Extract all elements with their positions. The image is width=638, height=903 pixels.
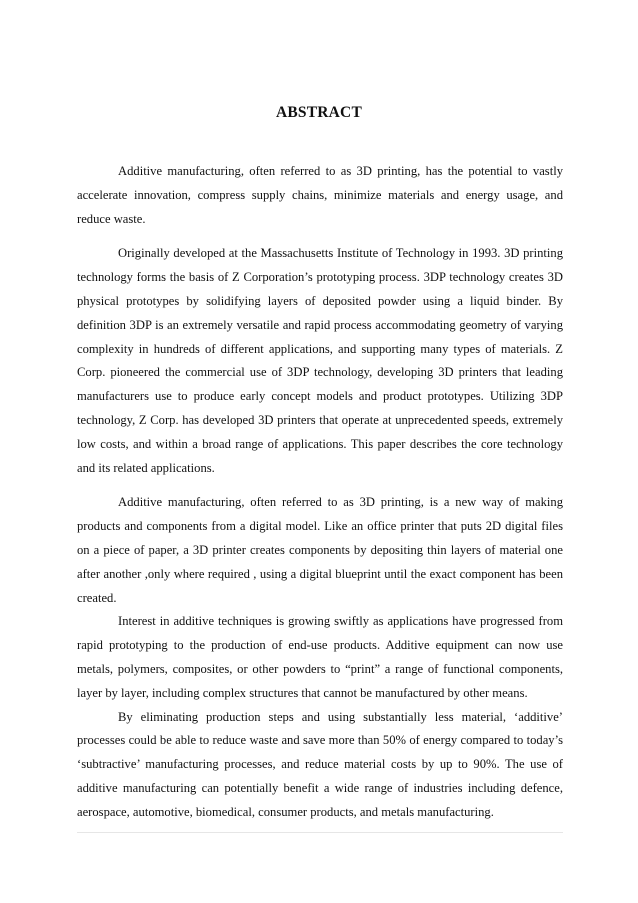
paragraph: Additive manufacturing, often referred to as 3D printing, is a new way of making products and components from a digital model. Like an office printer that puts 2D digital files on a piece of paper, a 3D printer creates components by depositing thin layers of material one after another ,only where required , using a digital blueprint until the exact component has been created. [77,495,563,605]
abstract-body [77,160,563,825]
paragraph: Originally developed at the Massachusetts Institute of Technology in 1993. 3D printing technology forms the basis of Z Corporation’s prototyping process. 3DP technology creates 3D physical prototypes by solidifying layers of deposited powder using a liquid binder. By definition 3DP is an extremely versatile and rapid process accommodating geometry of varying complexity in hundreds of different applications, and supporting many types of materials. Z Corp. pioneered the commercial use of 3DP technology, developing 3D printers that leading manufacturers use to produce early concept models and product prototypes. Utilizing 3DP technology, Z Corp. has developed 3D printers that operate at unprecedented speeds, extremely low costs, and within a broad range of applications. This paper describes the core technology and its related applications. [77,246,563,475]
paragraph: Interest in additive techniques is growing swiftly as applications have progressed from rapid prototyping to the production of end-use products. Additive equipment can now use metals, polymers, composites, or other powders to “print” a range of functional components, layer by layer, including complex structures that cannot be manufactured by other means. [77,614,563,700]
footer-divider [77,832,563,833]
page-title: ABSTRACT [275,104,362,121]
paragraph: By eliminating production steps and using substantially less material, ‘additive’ processes could be able to reduce waste and save more than 50% of energy compared to today’s ‘subtractive’ manufacturing processes, and reduce material costs by up to 90%. The use of additive manufacturing can potentially benefit a wide range of industries including defence, aerospace, automotive, biomedical, consumer products, and metals manufacturing. [77,709,563,819]
paragraph: Additive manufacturing, often referred to as 3D printing, has the potential to vastly accelerate innovation, compress supply chains, minimize materials and energy usage, and reduce waste. [77,164,563,226]
